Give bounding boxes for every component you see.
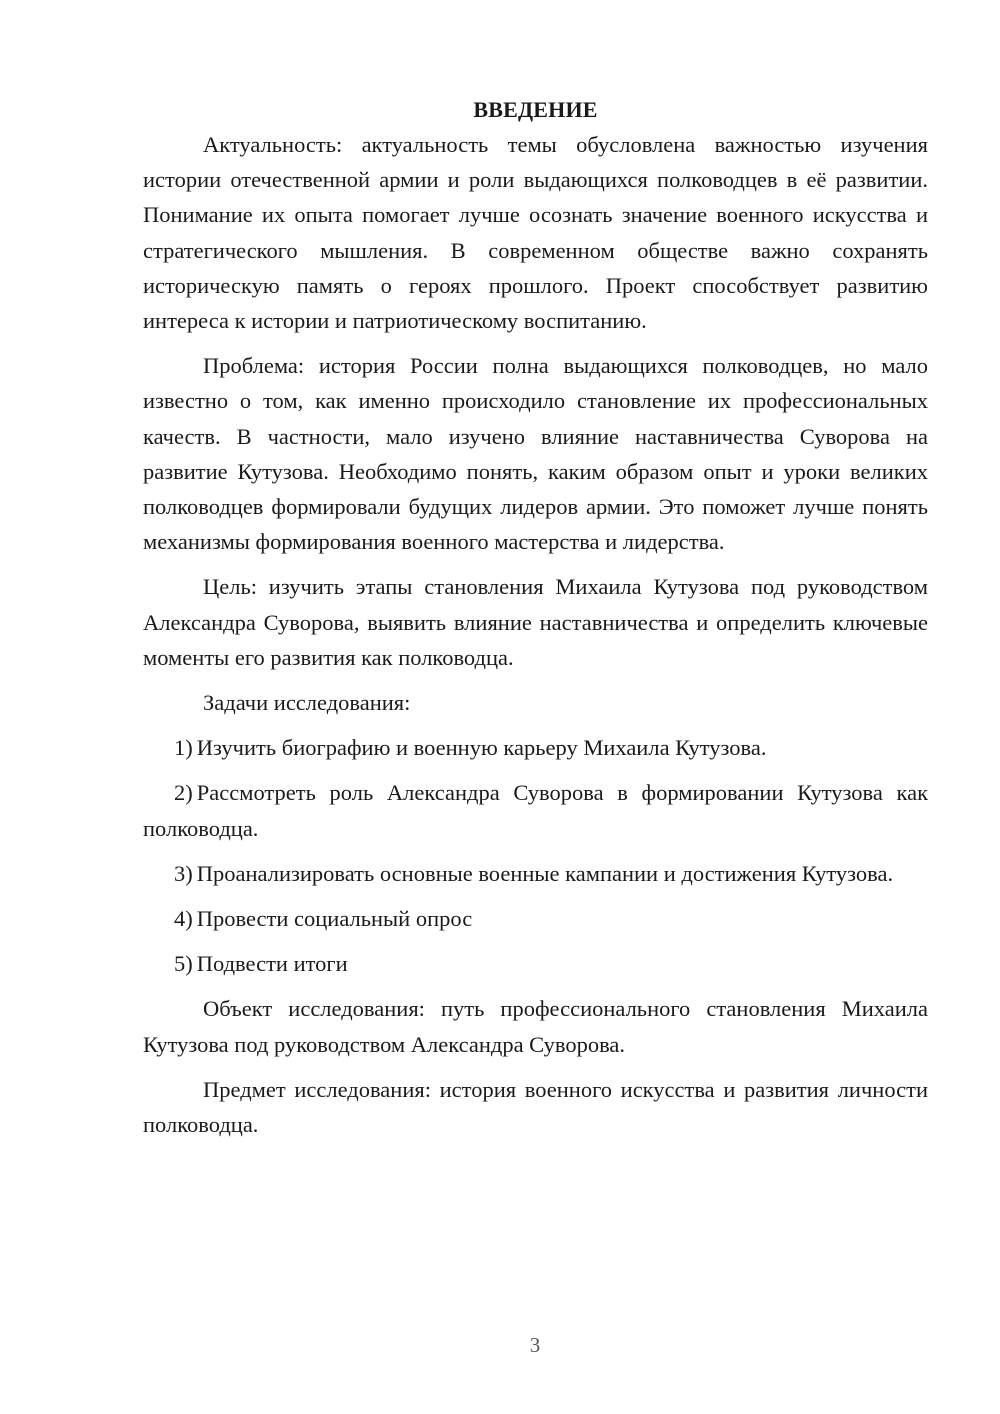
subject-paragraph: Предмет исследования: история военного искусства и развития личности полководца.	[143, 1076, 928, 1138]
task-item-1	[143, 730, 928, 765]
task-number: 1)	[174, 735, 193, 761]
task-number: 4)	[174, 906, 193, 932]
task-item-2	[143, 775, 928, 845]
spacer	[143, 981, 928, 991]
spacer	[143, 936, 928, 946]
task-text: Проанализировать основные военные кампании и достижения Кутузова.	[196, 860, 894, 886]
task-text: Провести социальный опрос	[196, 906, 473, 932]
spacer	[143, 675, 928, 685]
tasks-heading: Задачи исследования:	[203, 690, 411, 716]
spacer	[143, 720, 928, 730]
task-number: 3)	[174, 860, 193, 886]
relevance-paragraph: Актуальность: актуальность темы обусловлена важностью изучения истории отечественной армии и роли выдающихся полководцев в её развитии. Понимание их опыта помогает лучше осознать значение военного искусства и стратегического мышления. В современном обществе важно сохранять историческую память о героях прошлого. Проект способствует развитию интереса к истории и патриотическому воспитанию.	[143, 132, 928, 334]
spacer	[143, 846, 928, 856]
spacer	[143, 338, 928, 348]
spacer	[143, 891, 928, 901]
task-item-5	[143, 946, 928, 981]
task-item-4	[143, 901, 928, 936]
task-number: 2)	[174, 780, 193, 806]
section-title: ВВЕДЕНИЕ	[473, 97, 598, 122]
problem-paragraph: Проблема: история России полна выдающихся полководцев, но мало известно о том, как именно происходило становление их профессиональных качеств. В частности, мало изучено влияние наставничества Суворова на развитие Кутузова. Необходимо понять, каким образом опыт и уроки великих полководцев формировали будущих лидеров армии. Это поможет лучше понять механизмы формирования военного мастерства и лидерства.	[143, 353, 928, 555]
spacer	[143, 1062, 928, 1072]
document-page	[143, 92, 928, 1142]
page-number: 3	[529, 1333, 541, 1357]
spacer	[143, 559, 928, 569]
task-text: Подвести итоги	[196, 951, 348, 977]
task-item-3	[143, 856, 928, 891]
object-paragraph: Объект исследования: путь профессионального становления Михаила Кутузова под руководством Александра Суворова.	[143, 996, 928, 1057]
task-text: Изучить биографию и военную карьеру Михаила Кутузова.	[196, 735, 767, 761]
goal-paragraph: Цель: изучить этапы становления Михаила Кутузова под руководством Александра Суворова, выявить влияние наставничества и определить ключевые моменты его развития как полководца.	[143, 574, 928, 670]
task-text: Рассмотреть роль Александра Суворова в формировании Кутузова как полководца.	[143, 780, 928, 841]
spacer	[143, 765, 928, 775]
task-number: 5)	[174, 951, 193, 977]
